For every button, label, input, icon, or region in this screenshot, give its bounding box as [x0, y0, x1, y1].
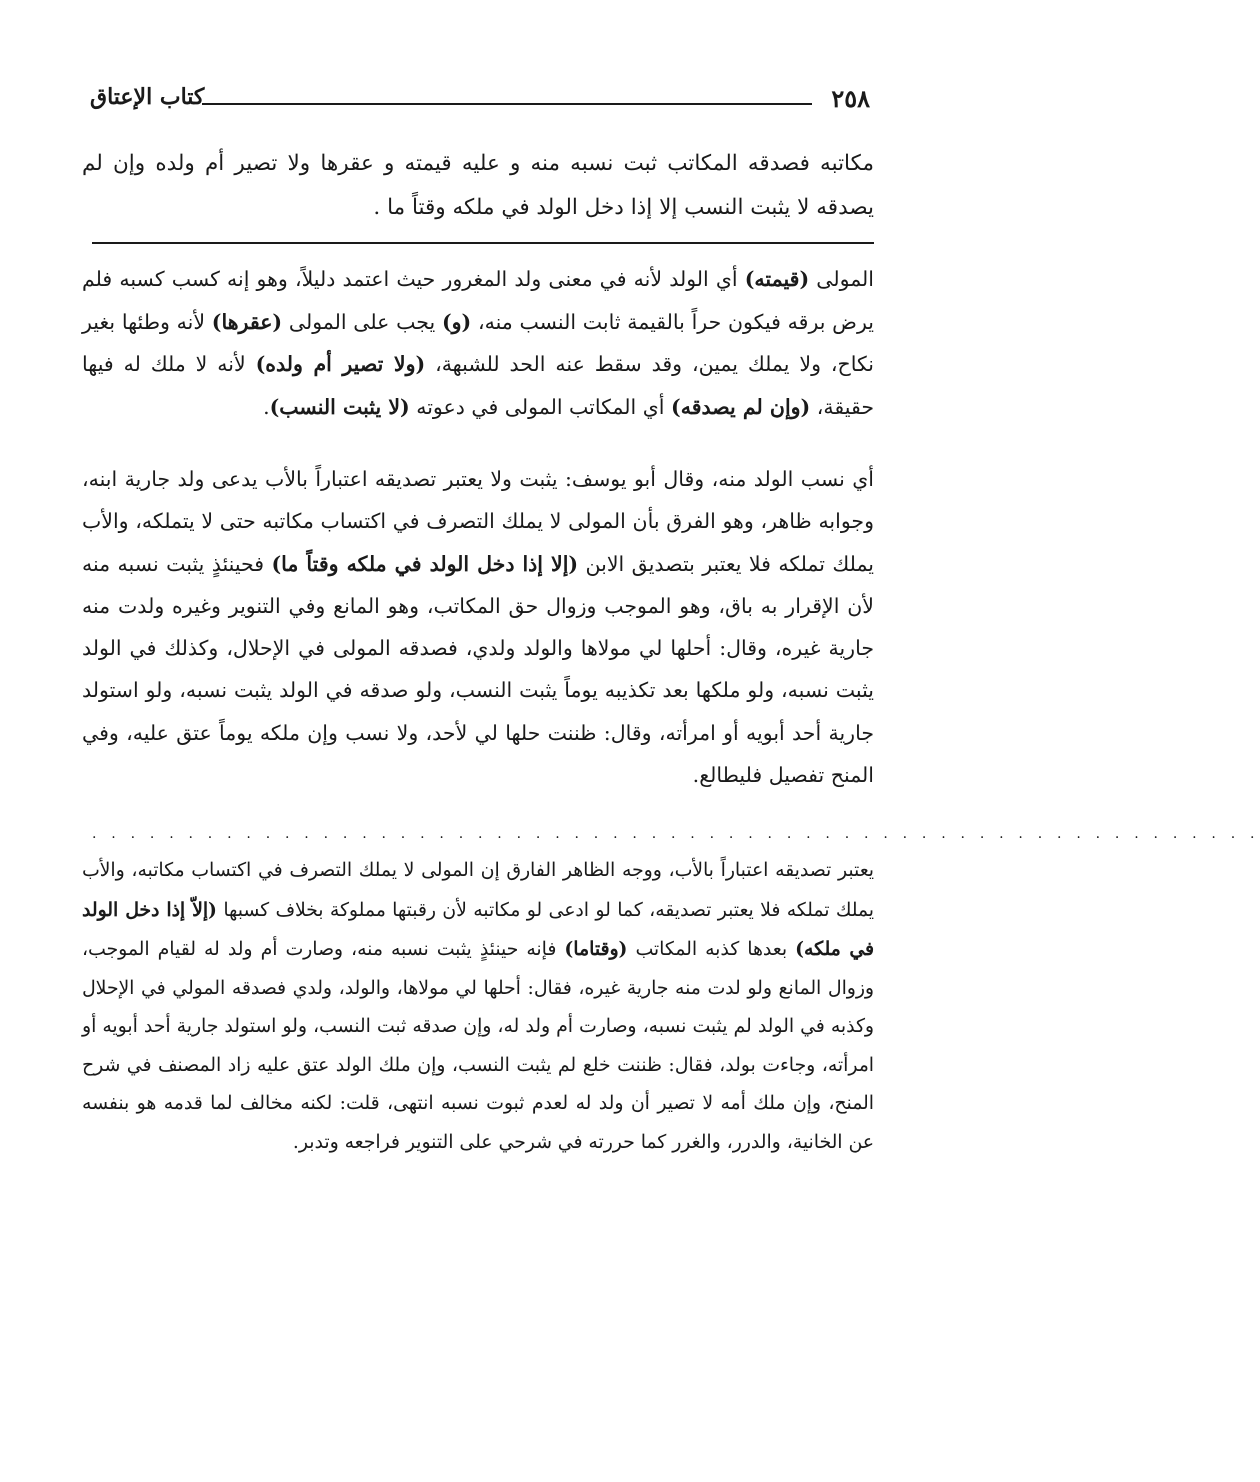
- running-title: كتاب الإعتاق: [90, 84, 205, 110]
- commentary-span: .: [263, 394, 270, 419]
- footnote-gloss: [82, 852, 874, 1162]
- commentary-paragraph-2: [82, 458, 874, 796]
- text-divider-rule: [92, 242, 874, 244]
- header-rule: [202, 103, 812, 105]
- quoted-phrase: (وقتاما): [564, 938, 628, 960]
- quoted-phrase: (إلا إذا دخل الولد في ملكه وقتاً ما): [271, 551, 579, 576]
- quoted-phrase: (و): [441, 309, 472, 334]
- quoted-phrase: (عقرها): [211, 309, 283, 334]
- commentary-span: أي نسب الولد منه، وقال أبو يوسف: يثبت ولا يعتبر تصديقه اعتباراً بالأب يدعى ولد جارية ابنه، وجوابه ظاهر، وهو الفرق بأن المولى لا يملك التصرف في اكتساب مكاتبه حتى لا يتملكه، والأب يملك تملكه فلا يعتبر بتصديق الابن: [82, 467, 875, 576]
- quoted-phrase: (قيمته): [744, 267, 810, 291]
- gloss-span: بعدها كذبه المكاتب: [627, 939, 796, 960]
- main-text-paragraph: مكاتبه فصدقه المكاتب ثبت نسبه منه و عليه قيمته و عقرها ولا تصير أم ولده وإن لم يصدقه لا يثبت النسب إلا إذا دخل الولد في ملكه وقتاً ما .: [82, 151, 874, 220]
- quoted-phrase: (إلاّ إذا دخل الولد في ملكه): [82, 898, 874, 960]
- quoted-phrase: (وإن لم يصدقه): [671, 394, 811, 419]
- page-number: ٢٥٨: [831, 84, 870, 113]
- commentary-span: لأنه لا ملك له فيها حقيقة،: [82, 352, 874, 419]
- commentary-span: لأنه وطئها بغير نكاح، ولا يملك يمين، وقد سقط عنه الحد للشبهة،: [82, 309, 874, 376]
- quoted-phrase: (لا يثبت النسب): [269, 394, 410, 419]
- commentary-span: يجب على المولى: [282, 309, 442, 334]
- gloss-span: يعتبر تصديقه اعتباراً بالأب، ووجه الظاهر الفارق إن المولى لا يملك التصرف في اكتساب مكاتبه، والأب يملك تملكه فلا يعتبر تصديقه، كما لو ادعى لو مكاتبه لأن رقبتها مملوكة بخلاف كسبها: [82, 860, 874, 921]
- gloss-text: [82, 852, 874, 1162]
- quoted-phrase: (ولا تصير أم ولده): [255, 352, 426, 376]
- dotted-separator: . . . . . . . . . . . . . . . . . . . . . . . . . . . . . . . . . . . . . . . . . . . . . . . . . . . . . . . . . . . . .: [92, 826, 1260, 842]
- commentary-span: أي المكاتب المولى في دعوته: [409, 394, 672, 419]
- commentary-span: فحينئذٍ يثبت نسبه منه لأن الإقرار به باق، وهو الموجب وزوال حق المكاتب، وهو المانع وفي التنوير وغيره ولدت منه جارية غيره، وقال: أحلها لي مولاها والولد ولدي، فصدقه المولى في الإحلال، وكذلك في الولد يثبت نسبه، ولو ملكها بعد تكذيبه يوماً يثبت النسب، ولو صدقه في الولد يثبت نسبه، ولو استولد جارية أحد أبويه أو امرأته، وقال: ظننت حلها لي لأحد، ولا نسب وإن ملكه يوماً عتق عليه، وفي المنح تفصيل فليطالع.: [82, 551, 874, 788]
- commentary-text: [82, 458, 874, 796]
- gloss-span: فإنه حينئذٍ يثبت نسبه منه، وصارت أم ولد له لقيام الموجب، وزوال المانع ولو لدت منه جارية غيره، فقال: أحلها لي مولاها، والولد، ولدي فصدقه المولي في الإحلال وكذبه في الولد لم يثبت نسبه، وصارت أم ولد له، وإن صدقه ثبت النسب، ولو استولد جارية أحد أبويه أو امرأته، وجاءت بولد، فقال: ظننت خلع لم يثبت النسب، وإن ملك الولد عتق عليه زاد المصنف في شرح المنح، وإن ملك أمه لا تصير أن ولد له لعدم ثبوت نسبه انتهى، قلت: لكنه مخالف لما قدمه هو بنفسه عن الخانية، والدرر، والغرر كما حررته في شرحي على التنوير فراجعه وتدبر.: [82, 939, 874, 1153]
- main-text: [82, 142, 874, 230]
- commentary-text: [82, 258, 874, 428]
- commentary-span: المولى: [809, 267, 874, 291]
- page-header: [90, 84, 870, 120]
- commentary-paragraph-1: [82, 258, 874, 428]
- commentary-span: أي الولد لأنه في معنى ولد المغرور حيث اعتمد دليلاً، وهو إنه كسب كسبه فلم يرض برقه فيكون حراً بالقيمة ثابت النسب منه،: [82, 267, 874, 334]
